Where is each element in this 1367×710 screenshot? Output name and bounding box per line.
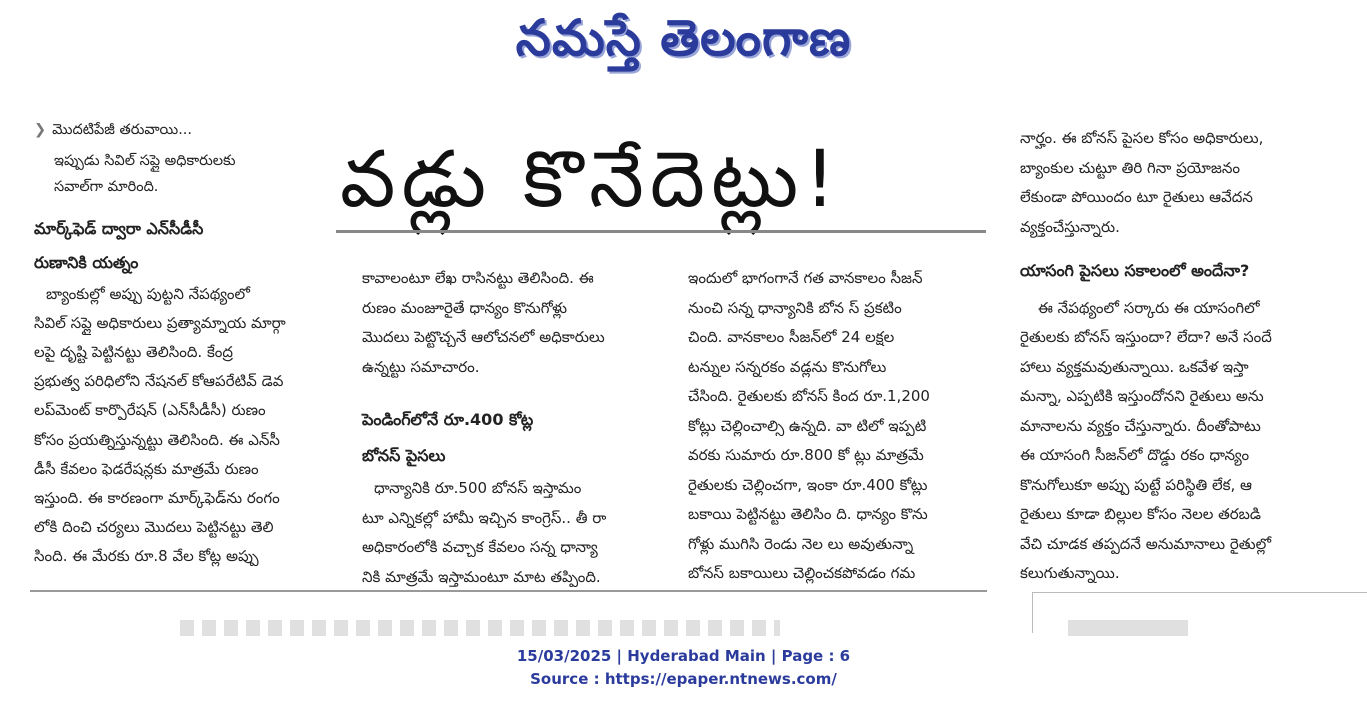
column-3 — [688, 264, 998, 589]
masthead — [0, 0, 1367, 80]
col2-para-1 — [362, 264, 672, 382]
text-line: ఇందులో భాగంగానే గత వానకాలం సీజన్ — [688, 269, 923, 287]
text-line: కొనుగోలుకూ అప్పు పుట్టే పరిస్థితి లేక, ఆ — [1020, 475, 1252, 494]
headline-rule — [336, 230, 986, 233]
source-link[interactable]: Source : https://epaper.ntnews.com/ — [530, 670, 837, 688]
text-line: కోట్లు చెల్లించాల్సి ఉన్నది. వా టిలో ఇప్పటి — [688, 416, 927, 435]
text-line: టూ ఎన్నికల్లో హామీ ఇచ్చిన కాంగ్రెస్.. తీ రా — [362, 508, 607, 527]
subhead-line: బోనస్ పైసలు — [362, 446, 446, 465]
text-line: హాలు వ్యక్తమవుతున్నాయి. ఒకవేళ ఇస్తా — [1020, 357, 1249, 376]
text-line: కలుగుతున్నాయి. — [1020, 564, 1120, 582]
newspaper-logo: నమస్తే తెలంగాణ — [515, 9, 852, 67]
column-2 — [362, 264, 672, 592]
col1-para-1 — [34, 148, 344, 200]
text-line: చేసింది. రైతులకు బోనస్ కింద రూ.1,200 — [688, 387, 930, 405]
text-line: మానాలను వ్యక్తం చేస్తున్నారు. దీంతోపాటు — [1020, 416, 1261, 435]
text-line: ఇప్పుడు సివిల్ సప్లై అధికారులకు — [54, 152, 236, 169]
text-line: సింది. ఈ మేరకు రూ.8 వేల కోట్ల అప్పు — [34, 547, 259, 566]
cropped-next-headline-right — [1068, 620, 1188, 636]
page-footer — [0, 645, 1367, 691]
col1-para-2 — [34, 280, 344, 572]
text-line: ఈ యాసంగి సీజన్‌లో దొడ్డు రకం ధాన్యం — [1020, 446, 1250, 464]
col4-para-1 — [1020, 124, 1340, 242]
text-line: నార్హం. ఈ బోనస్ పైసల కోసం అధికారులు, — [1020, 129, 1264, 147]
section-divider — [30, 590, 987, 592]
text-line: నుంచి సన్న ధాన్యానికి బోన స్ ప్రకటిం — [688, 298, 902, 317]
text-line: సివిల్ సప్లై అధికారులు ప్రత్యామ్నాయ మార్గా — [34, 313, 286, 332]
text-line: వరకు సుమారు రూ.800 కో ట్లు మాత్రమే — [688, 446, 924, 464]
text-line: నికి మాత్రమే ఇస్తామంటూ మాట తప్పింది. — [362, 567, 601, 586]
col4-subhead: యాసంగి పైసలు సకాలంలో అందేనా? — [1020, 261, 1250, 280]
col3-para — [688, 264, 998, 589]
text-line: సవాల్‌గా మారింది. — [54, 178, 159, 195]
text-line: లోకి దించి చర్యలు మొదలు పెట్టినట్టు తెలి — [34, 518, 274, 537]
text-line: రుణం మంజూరైతే ధాన్యం కొనుగోళ్లు — [362, 298, 568, 317]
text-line: ఉన్నట్టు సమాచారం. — [362, 357, 480, 376]
text-line: టన్నుల సన్నరకం వడ్లను కొనుగోలు — [688, 357, 887, 376]
subhead-line: పెండింగ్‌లోనే రూ.400 కోట్ల — [362, 410, 534, 429]
text-line: వేచి చూడక తప్పదనే అనుమానాలు రైతుల్లో — [1020, 534, 1272, 553]
text-line: రైతులు కూడా బిల్లుల కోసం నెలల తరబడి — [1020, 505, 1262, 523]
subhead-line: రుణానికి యత్నం — [34, 252, 139, 272]
text-line: బ్యాంకుల చుట్టూ తిరి గినా ప్రయోజనం — [1020, 158, 1240, 177]
text-line: బ్యాంకుల్లో అప్పు పుట్టని నేపథ్యంలో — [46, 284, 250, 303]
text-line: ప్రభుత్వ పరిధిలోని నేషనల్ కోఆపరేటివ్ డెవ — [34, 372, 284, 391]
text-line: రైతులకు చెల్లించగా, ఇంకా రూ.400 కోట్లు — [688, 475, 928, 494]
text-line: బోనస్ బకాయిలు చెల్లించకపోవడం గమ — [688, 564, 916, 582]
text-line: అధికారంలోకి వచ్చాక కేవలం సన్న ధాన్యా — [362, 538, 598, 556]
text-line: లపై దృష్టి పెట్టినట్టు తెలిసింది. కేంద్ర — [34, 342, 233, 361]
subhead-line: మార్క్‌ఫెడ్ ద్వారా ఎన్‌సీడీసీ — [34, 218, 204, 238]
text-line: మొదలు పెట్టొచ్చనే ఆలోచనలో అధికారులు — [362, 328, 605, 346]
text-line: చింది. వానకాలం సీజన్‌లో 24 లక్షల — [688, 328, 895, 346]
cropped-next-headline — [180, 620, 780, 636]
col2-subhead — [362, 402, 672, 474]
text-line: కోసం ప్రయత్నిస్తున్నట్టు తెలిసింది. ఈ ఎన్‌సీ — [34, 430, 280, 449]
text-line: ధాన్యానికి రూ.500 బోనస్ ఇస్తామం — [374, 479, 582, 497]
text-line: ఇస్తుంది. ఈ కారణంగా మార్క్‌ఫెడ్‌ను రంగం — [34, 488, 280, 507]
text-line: గోళ్లు ముగిసి రెండు నెల లు అవుతున్నా — [688, 534, 914, 553]
text-line: ఈ నేపథ్యంలో సర్కారు ఈ యాసంగిలో — [1038, 298, 1260, 317]
text-line: బకాయి పెట్టినట్టు తెలిసిం ది. ధాన్యం కొను — [688, 505, 928, 523]
text-line: రైతులకు బోనస్ ఇస్తుందా? లేదా? అనే సందే — [1020, 328, 1272, 346]
text-line: కావాలంటూ లేఖ రాసినట్టు తెలిసింది. ఈ — [362, 269, 594, 287]
col2-para-2 — [362, 474, 672, 592]
col4-para-2 — [1020, 294, 1340, 589]
edition-info: 15/03/2025 | Hyderabad Main | Page : 6 — [516, 647, 851, 665]
text-line: లప్‌మెంట్ కార్పొరేషన్ (ఎన్‌సీడీసీ) రుణం — [34, 401, 266, 420]
column-4 — [1020, 124, 1340, 589]
continued-kicker — [34, 116, 344, 146]
text-line: వ్యక్తంచేస్తున్నారు. — [1020, 217, 1120, 236]
col1-subhead — [34, 212, 344, 280]
kicker-text: మొదటిపేజీ తరువాయి... — [52, 122, 193, 138]
text-line: మన్నా, ఎప్పటికి ఇస్తుందోనని రైతులు అను — [1020, 387, 1264, 405]
column-1 — [34, 116, 344, 572]
headline: వడ్లు కొనేదెట్లు! — [340, 135, 842, 225]
chevron-right-icon: ❯ — [34, 122, 47, 138]
text-line: లేకుండా పోయిందం టూ రైతులు ఆవేదన — [1020, 188, 1253, 206]
text-line: డీసీ కేవలం ఫెడరేషన్లకు మాత్రమే రుణం — [34, 459, 259, 478]
